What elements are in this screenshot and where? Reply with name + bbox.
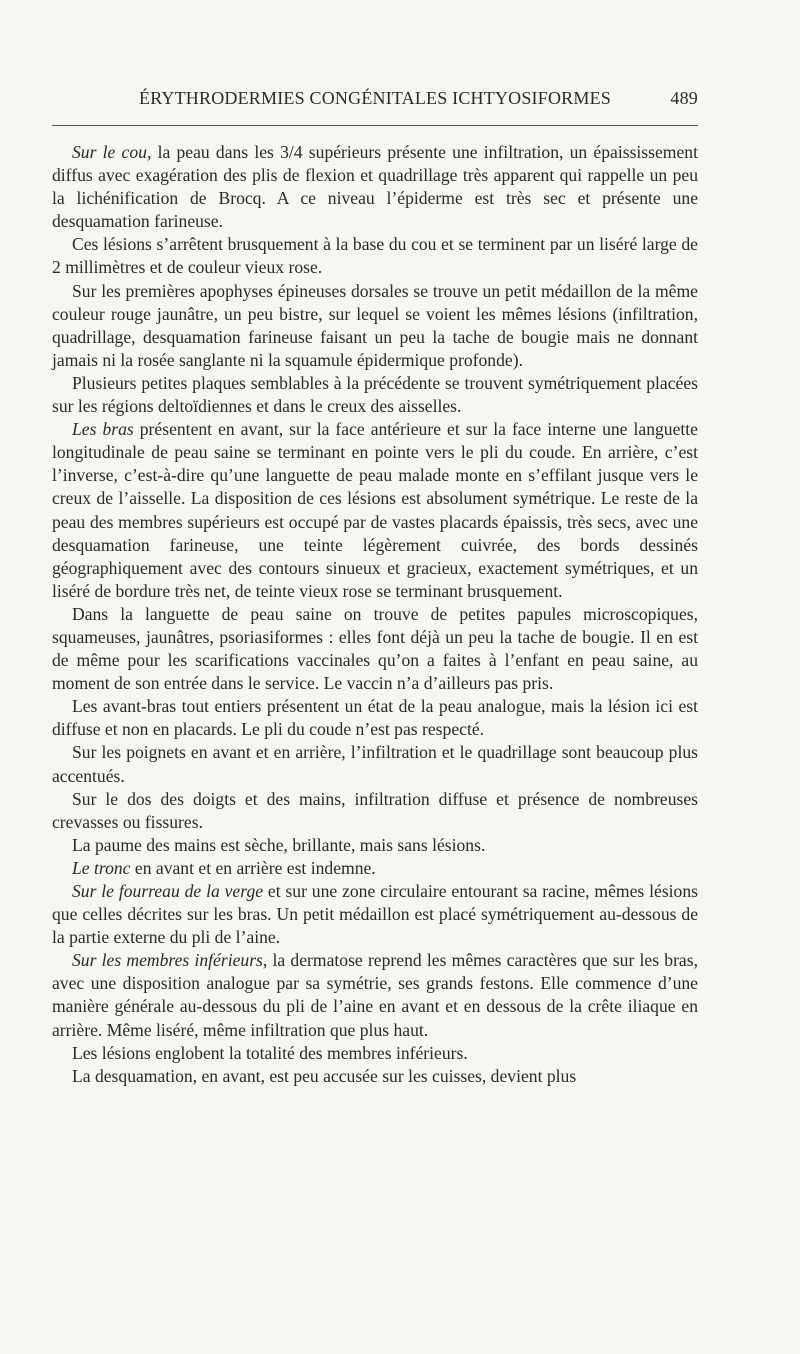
paragraph-text: Sur les premières apophyses épineuses dorsales se trouve un petit médaillon de la même couleur rouge jaunâtre, un peu bistre, sur lequel se voient les mêmes lésions (infiltration, quadrillage, desquamation farineuse faisant un peu la tache de bougie mais ne donnant jamais ni la rosée sanglante ni la squamule épidermique profonde). xyxy=(52,280,698,370)
paragraph-text: la dermatose reprend les mêmes caractères que sur les bras, avec une disposition analogue par sa symétrie, ses grands festons. Elle commence d’une manière générale au-dessous du pli de l’aine en avant et en dessous de la crête iliaque en arrière. Même liséré, même infiltration que plus haut. xyxy=(52,950,698,1040)
paragraph-text: Les avant-bras tout entiers présentent un état de la peau analogue, mais la lésion ici est diffuse et non en placards. Le pli du coude n’est pas respecté. xyxy=(52,696,698,740)
paragraph-lead: Le tronc xyxy=(72,857,131,878)
header-rule xyxy=(52,125,698,126)
paragraph xyxy=(52,834,698,857)
paragraph xyxy=(52,418,698,603)
paragraph xyxy=(52,1065,698,1088)
paragraph-lead: Sur le fourreau de la verge xyxy=(72,881,264,901)
paragraph-text: et sur une zone circulaire entourant sa racine, mêmes lésions que celles décrites sur les bras. Un petit médaillon est placé symétriquement au-dessous de la partie externe du pli de l’aine. xyxy=(52,881,698,948)
paragraph xyxy=(52,141,698,233)
paragraph xyxy=(52,949,698,1041)
paragraph-lead: Sur le cou, xyxy=(72,142,152,162)
paragraph xyxy=(52,372,698,418)
paragraph-text: La paume des mains est sèche, brillante, mais sans lésions. xyxy=(72,834,486,855)
paragraph xyxy=(52,880,698,949)
paragraph-text: La desquamation, en avant, est peu accusée sur les cuisses, devient plus xyxy=(72,1065,577,1086)
paragraph-lead: Les bras xyxy=(72,419,134,440)
page-number: 489 xyxy=(670,88,698,108)
paragraph-text: Sur le dos des doigts et des mains, infiltration diffuse et présence de nombreuses crevasses ou fissures. xyxy=(52,788,698,832)
paragraph xyxy=(52,1042,698,1065)
paragraph xyxy=(52,233,698,279)
paragraph-text: la peau dans les 3/4 supérieurs présente une infiltration, un épaississement diffus avec exagération des plis de flexion et quadrillage très apparent qui rappelle un peu la lichénification de Brocq. A ce niveau l’épiderme est très sec et présente une desquamation farineuse. xyxy=(52,142,698,232)
paragraph xyxy=(52,788,698,834)
paragraph-text: Plusieurs petites plaques semblables à la précédente se trouvent symétriquement placées sur les régions deltoïdiennes et dans le creux des aisselles. xyxy=(52,372,698,417)
paragraph xyxy=(52,603,698,695)
paragraph-text: Ces lésions s’arrêtent brusquement à la base du cou et se terminent par un liséré large de 2 millimètres et de couleur vieux rose. xyxy=(52,234,698,278)
paragraph xyxy=(52,280,698,372)
paragraph-lead: Sur les membres inférieurs, xyxy=(72,950,268,971)
running-header xyxy=(52,88,698,114)
paragraph-text: présentent en avant, sur la face antérieure et sur la face interne une languette longitudinale de peau saine se terminant en pointe vers le pli du coude. En arrière, c’est l’inverse, c’est-à-dire qu’une languette de peau malade monte en s’effilant jusque vers le creux de l’aisselle. La disposition de ces lésions est absolument symétrique. Le reste de la peau des membres supérieurs est occupé par de vastes placards épaissis, très secs, avec une desquamation farineuse, une teinte légèrement cuivrée, des bords dessinés géographiquement avec des contours sinueux et gracieux, exactement symétriques, et un liséré de bordure très net, de teinte vieux rose se terminant brusquement. xyxy=(52,419,698,601)
paragraph-text: Dans la languette de peau saine on trouve de petites papules microscopiques, squameuses, jaunâtres, psoriasiformes : elles font déjà un peu la tache de bougie. Il en est de même pour les scarifications vaccinales qu’on a faites à l’enfant en peau saine, au moment de son entrée dans le service. Le vaccin n’a d’ailleurs pas pris. xyxy=(52,603,698,694)
body-text xyxy=(52,141,698,1088)
running-title: ÉRYTHRODERMIES CONGÉNITALES ICHTYOSIFORMES xyxy=(139,88,611,108)
paragraph xyxy=(52,695,698,741)
paragraph-text: Sur les poignets en avant et en arrière, l’infiltration et le quadrillage sont beaucoup plus accentués. xyxy=(52,742,698,786)
paragraph-text: Les lésions englobent la totalité des membres inférieurs. xyxy=(72,1042,468,1063)
paragraph xyxy=(52,857,698,880)
paragraph-text: en avant et en arrière est indemne. xyxy=(130,857,376,878)
paragraph xyxy=(52,741,698,787)
